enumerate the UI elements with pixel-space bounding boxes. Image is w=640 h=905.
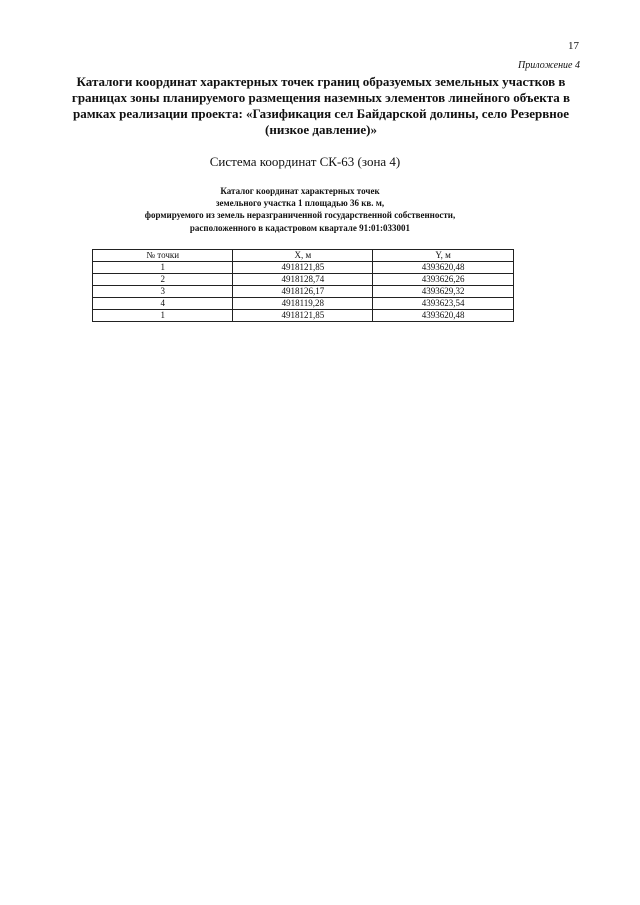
y-coordinate-cell: 4393626,26 [373, 274, 514, 286]
x-coordinate-cell: 4918119,28 [233, 298, 373, 310]
table-header-row [93, 250, 514, 262]
catalog-heading-line: формируемого из земель неразграниченной государственной собственности, [144, 210, 456, 221]
catalog-heading-line: расположенного в кадастровом квартале 91:01:033001 [189, 222, 411, 233]
point-number-cell: 3 [93, 286, 233, 298]
point-number-cell: 1 [93, 310, 233, 322]
coordinates-table [92, 249, 514, 322]
catalog-heading-line: земельного участка 1 площадью 36 кв. м, [215, 198, 385, 209]
table-row [93, 298, 514, 310]
column-header-x: X, м [233, 250, 373, 262]
x-coordinate-cell: 4918128,74 [233, 274, 373, 286]
table-row [93, 310, 514, 322]
document-title: Каталоги координат характерных точек границ образуемых земельных участков в границах зоны планируемого размещения наземных элементов линейного объекта в рамках реализации проекта: «Газификация сел Байдарской долины, село Резервное (низкое давление)» [71, 74, 571, 137]
table-row [93, 286, 514, 298]
x-coordinate-cell: 4918121,85 [233, 310, 373, 322]
coordinate-system-label: Система координат СК-63 (зона 4) [209, 154, 401, 169]
x-coordinate-cell: 4918121,85 [233, 262, 373, 274]
y-coordinate-cell: 4393623,54 [373, 298, 514, 310]
table-row [93, 274, 514, 286]
point-number-cell: 1 [93, 262, 233, 274]
y-coordinate-cell: 4393629,32 [373, 286, 514, 298]
y-coordinate-cell: 4393620,48 [373, 262, 514, 274]
page-number: 17 [568, 40, 579, 52]
x-coordinate-cell: 4918126,17 [233, 286, 373, 298]
appendix-label: Приложение 4 [518, 60, 580, 71]
y-coordinate-cell: 4393620,48 [373, 310, 514, 322]
table-row [93, 262, 514, 274]
catalog-heading [110, 185, 490, 234]
catalog-heading-line: Каталог координат характерных точек [220, 186, 380, 196]
column-header-y: Y, м [373, 250, 514, 262]
column-header-point: № точки [93, 250, 233, 262]
point-number-cell: 2 [93, 274, 233, 286]
point-number-cell: 4 [93, 298, 233, 310]
